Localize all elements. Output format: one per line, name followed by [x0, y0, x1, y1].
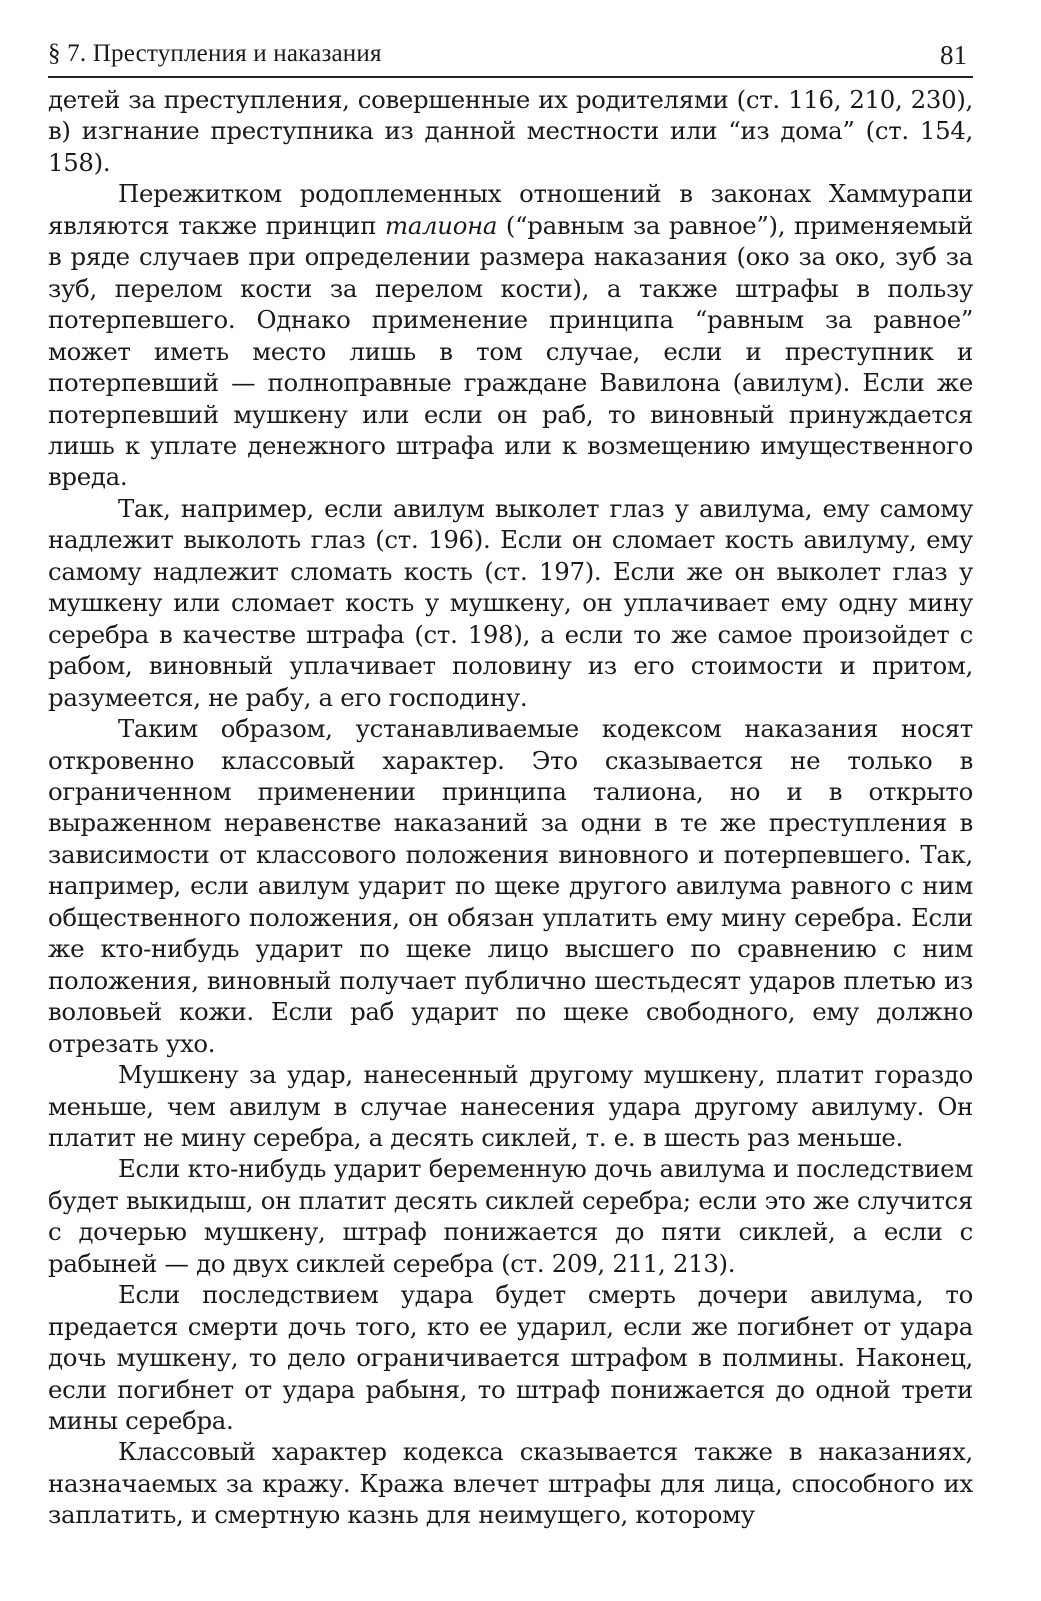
paragraph [48, 178, 973, 493]
section-title: § 7. Преступления и наказания [48, 40, 382, 67]
text-run: Пережитком родоплеменных отношений в законах Хаммурапи являются также принцип [48, 179, 973, 240]
book-page [48, 36, 973, 1576]
paragraph [48, 1153, 973, 1279]
paragraph [48, 713, 973, 1059]
paragraph [48, 1436, 973, 1530]
page-number: 81 [940, 40, 967, 70]
text-run: (“равным за равное”), применяемый в ряде случаев при определении размера наказания (око за око, зуб за зуб, перелом кости за перелом кости), а также штрафы в пользу потерпевшего. Однако применение принципа “равным за равное” может иметь место лишь в том случае, если и преступник и потерпевший — полноправные граждане Вавилона (авилум). Если же потерпевший мушкену или если он раб, то виновный принуждается лишь к уплате денежного штрафа или к возмещению имущественного вреда. [48, 210, 973, 492]
text-run: Классовый характер кодекса сказывается также в наказаниях, назначаемых за кражу. Кража влечет штрафы для лица, способного их заплатить, и смертную казнь для неимущего, которому [48, 1437, 973, 1530]
text-run: Таким образом, устанавливаемые кодексом наказания носят откровенно классовый характер. Это сказывается не только в ограниченном применении принципа талиона, но и в открыто выраженном неравенстве наказаний за одни в те же преступления в зависимости от классового положения виновного и потерпевшего. Так, например, если авилум ударит по щеке другого авилума равного с ним общественного положения, он обязан уплатить ему мину серебра. Если же кто-нибудь ударит по щеке лицо высшего по сравнению с ним положения, виновный получает публично шестьдесят ударов плетью из воловьей кожи. Если раб ударит по щеке свободного, ему должно отрезать ухо. [48, 714, 973, 1058]
italic-term: талиона [384, 210, 498, 240]
paragraph [48, 493, 973, 713]
paragraph [48, 84, 973, 178]
text-run: Так, например, если авилум выколет глаз у авилума, ему самому надлежит выколоть глаз (ст. 196). Если он сломает кость авилуму, ему самому надлежит сломать кость (ст. 197). Если же он выколет глаз у мушкену или сломает кость у мушкену, он уплачивает ему одну мину серебра в качестве штрафа (ст. 198), а если то же самое произойдет с рабом, виновный уплачивает половину из его стоимости и притом, разумеется, не рабу, а его господину. [48, 493, 973, 712]
paragraph [48, 1279, 973, 1436]
paragraph [48, 1059, 973, 1153]
text-run: Если последствием удара будет смерть дочери авилума, то предается смерти дочь того, кто ее ударил, если же погибнет от удара дочь мушкену, то дело ограничивается штрафом в полмины. Наконец, если погибнет от удара рабыня, то штраф понижается до одной трети мины серебра. [48, 1280, 973, 1436]
text-run: детей за преступления, совершенные их родителями (ст. 116, 210, 230), в) изгнание преступника из данной местности или “из дома” (ст. 154, 158). [48, 85, 973, 177]
body-text [48, 84, 973, 1531]
running-header [48, 36, 973, 78]
text-run: Если кто-нибудь ударит беременную дочь авилума и последствием будет выкидыш, он платит десять сиклей серебра; если это же случится с дочерью мушкену, штраф понижается до пяти сиклей, а если с рабыней — до двух сиклей серебра (ст. 209, 211, 213). [48, 1154, 973, 1278]
text-run: Мушкену за удар, нанесенный другому мушкену, платит гораздо меньше, чем авилум в случае нанесения удара другому авилуму. Он платит не мину серебра, а десять сиклей, т. е. в шесть раз меньше. [48, 1060, 973, 1152]
